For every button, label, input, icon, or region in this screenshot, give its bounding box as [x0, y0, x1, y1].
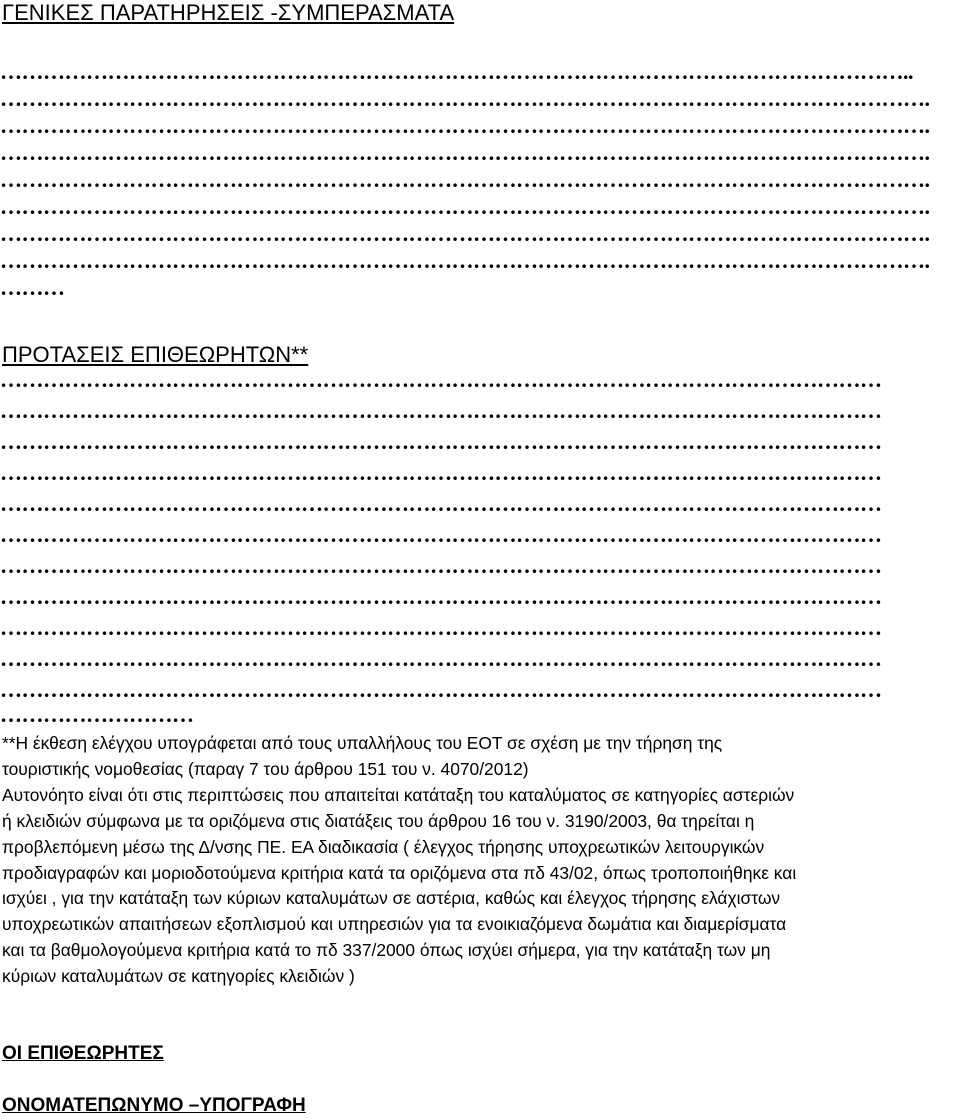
inspector-proposals-heading: ΠΡΟΤΑΣΕΙΣ ΕΠΙΘΕΩΡΗΤΩΝ** — [2, 342, 309, 367]
dotted-line: …………………………………………………………………………………………………………… — [0, 677, 882, 702]
footnote-line: ισχύει , για την κατάταξη των κύριων καταλυμάτων σε αστέρια, καθώς και έλεγχος τήρησης ελάχιστων — [2, 888, 781, 909]
inspectors-label: ΟΙ ΕΠΙΘΕΩΡΗΤΕΣ — [2, 1043, 164, 1064]
footnote-line: τουριστικής νομοθεσίας (παραγ 7 του άρθρου 151 του ν. 4070/2012) — [2, 758, 529, 779]
name-signature-label: ΟΝΟΜΑΤΕΠΩΝΥΜΟ –ΥΠΟΓΡΑΦΗ — [2, 1095, 306, 1116]
footnote-line: υποχρεωτικών απαιτήσεων εξοπλισμού και υπηρεσιών για τα ενοικιαζόμενα δωμάτια και διαμερίσματα — [2, 914, 787, 935]
dotted-line: ……………………… — [0, 702, 194, 727]
dotted-line: …………………………………………………………………………………………………………………. — [0, 113, 930, 138]
footnote-paragraph — [2, 731, 958, 990]
dotted-line: …………………………………………………………………………………………………………… — [0, 646, 882, 671]
footnote-line: προβλεπόμενη μέσω της Δ/νσης ΠΕ. ΕΑ διαδικασία ( έλεγχος τήρησης υποχρεωτικών λειτουργικών — [2, 836, 765, 857]
footnote-line: κύριων καταλυμάτων σε κατηγορίες κλειδιών ) — [2, 966, 355, 987]
footnote-line: προδιαγραφών και μοριοδοτούμενα κριτήρια κατά τα οριζόμενα στα πδ 43/02, όπως τροποποιήθηκε και — [2, 862, 797, 883]
dotted-line: …………………………………………………………………………………………………………… — [0, 367, 882, 392]
dotted-line: …………………………………………………………………………………………………………………. — [0, 86, 930, 111]
dotted-line: …………………………………………………………………………………………………………… — [0, 522, 882, 547]
dotted-line: …………………………………………………………………………………………………………… — [0, 398, 882, 423]
dotted-line: …………………………………………………………………………………………………………………. — [0, 248, 930, 273]
dotted-line: …………………………………………………………………………………………………………… — [0, 615, 882, 640]
footnote-line: Αυτονόητο είναι ότι στις περιπτώσεις που απαιτείται κατάταξη του καταλύματος σε κατηγορίες αστεριών — [2, 784, 795, 805]
dotted-line: …………………………………………………………………………………………………………… — [0, 460, 882, 485]
dotted-line: …………………………………………………………………………………………………………… — [0, 584, 882, 609]
dotted-line: …………………………………………………………………………………………………………………. — [0, 140, 930, 165]
dotted-line: …………………………………………………………………………………………………………………. — [0, 167, 930, 192]
footnote-line: **Η έκθεση ελέγχου υπογράφεται από τους υπαλλήλους του ΕΟΤ σε σχέση με την τήρηση της — [2, 733, 723, 753]
footnote-line: και τα βαθμολογούμενα κριτήρια κατά το πδ 337/2000 όπως ισχύει σήμερα, για την κατάταξη των μη — [2, 940, 771, 961]
dotted-line: …………………………………………………………………………………………………………………. — [0, 194, 930, 219]
footnote-line: ή κλειδιών σύμφωνα με τα οριζόμενα στις διατάξεις του άρθρου 16 του ν. 3190/2003, θα τηρείται η — [2, 810, 755, 831]
dotted-line: …………………………………………………………………………………………………………………. — [0, 221, 930, 246]
general-remarks-heading: ΓΕΝΙΚΕΣ ΠΑΡΑΤΗΡΗΣΕΙΣ -ΣΥΜΠΕΡΑΣΜΑΤΑ — [2, 0, 455, 25]
dotted-line: …………………………………………………………………………………………………………… — [0, 429, 882, 454]
dotted-line: …………………………………………………………………………………………………………… — [0, 491, 882, 516]
dotted-line: ……………………………………………………………………………………………………………….. — [0, 59, 913, 84]
dotted-line: …………………………………………………………………………………………………………… — [0, 553, 882, 578]
dotted-line: ……… — [0, 275, 65, 300]
